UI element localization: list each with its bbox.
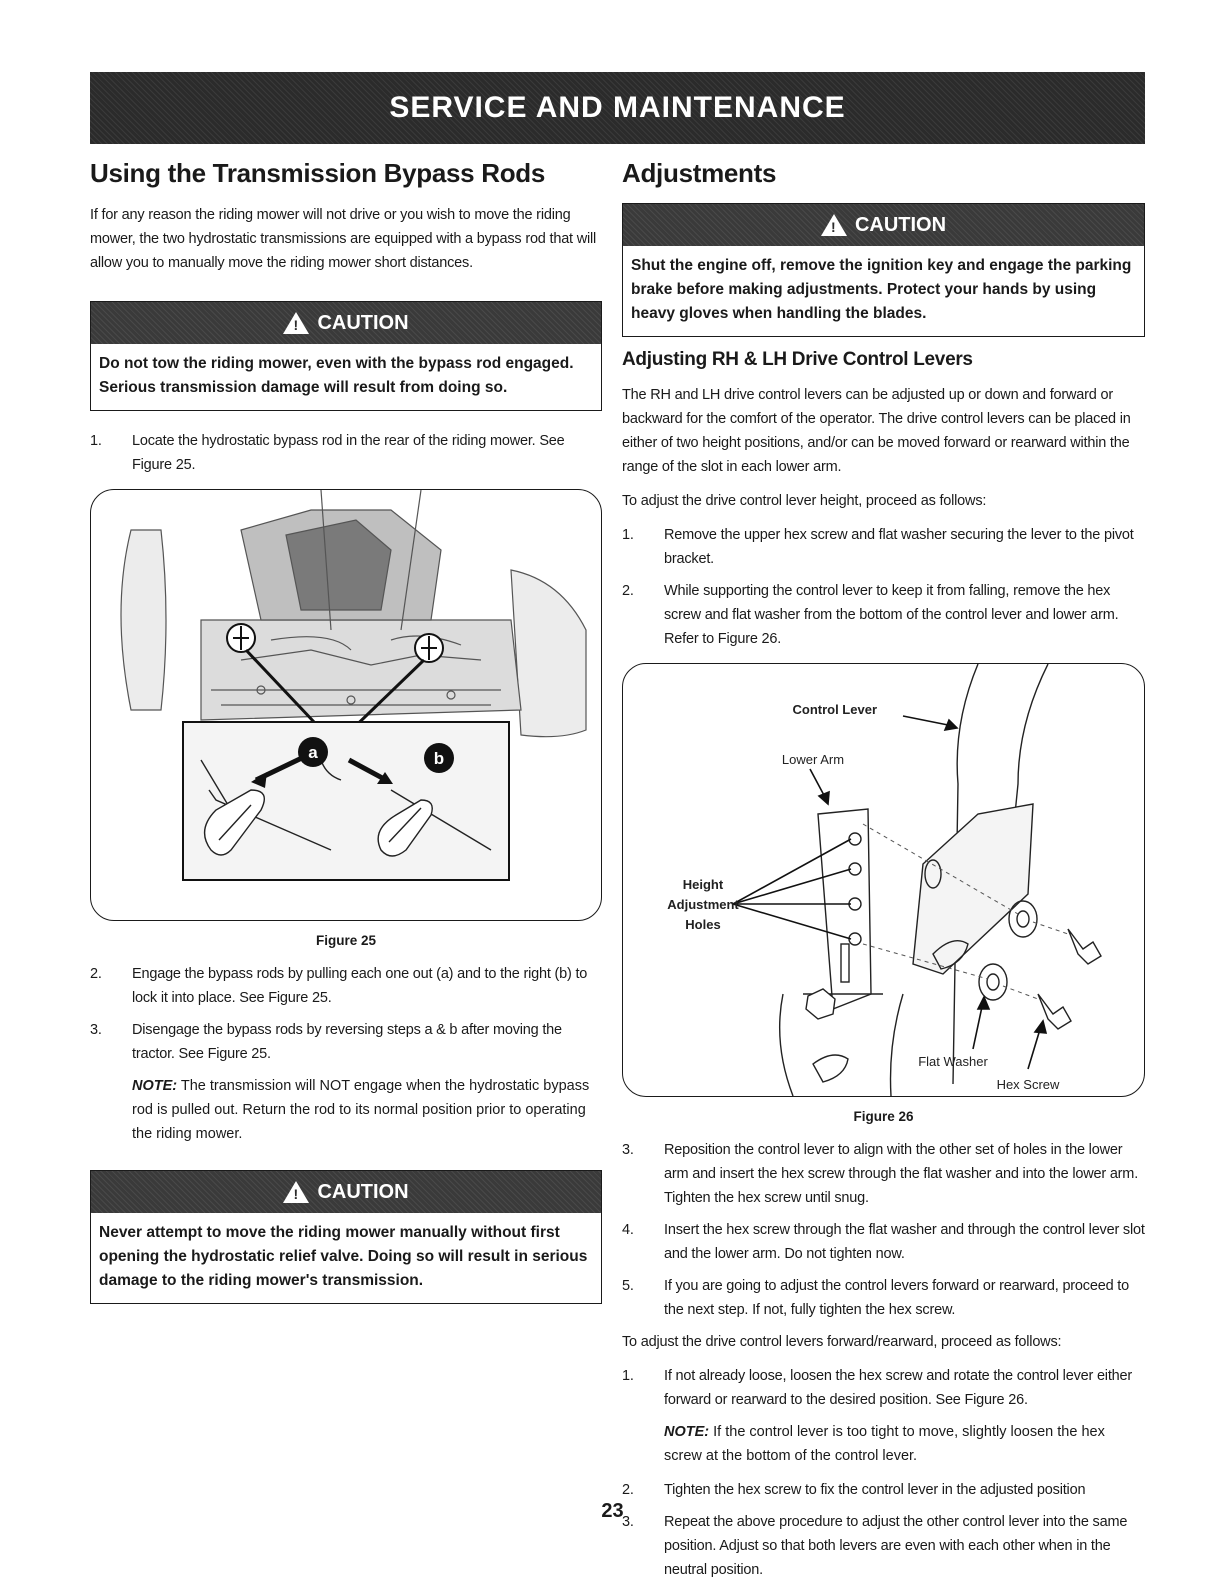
svg-text:Height: Height xyxy=(682,877,724,892)
page-number: 23 xyxy=(601,1500,624,1522)
figure-26-caption: Figure 26 xyxy=(853,1109,914,1124)
list-item: 5. If you are going to adjust the control levers forward or rearward, proceed to the next step. If not, fully tighten the hex screw. xyxy=(622,1278,1129,1318)
list-item: 2. Tighten the hex screw to fix the control lever in the adjusted position xyxy=(622,1482,1086,1498)
label-control-lever: Control Lever xyxy=(792,702,877,717)
svg-text:Holes: Holes xyxy=(685,917,721,932)
adjustments-heading: Adjustments xyxy=(622,158,777,188)
section-banner xyxy=(90,72,1145,144)
list-item: 2. While supporting the control lever to keep it from falling, remove the hex screw and flat washer from the bottom of the control lever and lower arm. Refer to Figure 26. xyxy=(622,583,1119,647)
caution-label: CAUTION xyxy=(854,213,947,236)
figure-26-illustration xyxy=(623,664,1144,1096)
bypass-rod-left-marker xyxy=(227,624,255,652)
caution-box-tow xyxy=(90,301,602,411)
list-item: 4. Insert the hex screw through the flat washer and through the control lever slot and the lower arm. Do not tighten now. xyxy=(622,1222,1145,1262)
list-item: 1. If not already loose, loosen the hex screw and rotate the control lever either forward or rearward to the desired position. See Figure 26. xyxy=(622,1368,1133,1408)
height-steps-b xyxy=(622,1138,1145,1322)
fr-note: NOTE: If the control lever is too tight to move, slightly loosen the hex screw at the bottom of the control lever. xyxy=(664,1424,1105,1464)
drive-levers-intro: The RH and LH drive control levers can be adjusted up or down and forward or backward for the comfort of the operator. The drive control levers can be placed in either of two height positions, and/or can be moved forward or rearward within the range of the slot in each lower arm. xyxy=(622,387,1131,475)
list-item: 2. Engage the bypass rods by pulling each one out (a) and to the right (b) to lock it into place. See Figure 25. xyxy=(90,966,588,1006)
figure-26 xyxy=(622,663,1145,1097)
warning-triangle-icon xyxy=(283,1181,309,1203)
caution-header xyxy=(91,1171,601,1213)
svg-text:Adjustment: Adjustment xyxy=(667,897,739,912)
callout-b: b xyxy=(433,749,445,768)
warning-triangle-icon xyxy=(283,312,309,334)
bypass-steps-a xyxy=(90,429,602,477)
height-steps-a xyxy=(622,523,1145,651)
figure-25 xyxy=(90,489,602,921)
height-intro: To adjust the drive control lever height, proceed as follows: xyxy=(622,493,987,509)
caution-text: Never attempt to move the riding mower manually without first opening the hydrostatic relief valve. Doing so will result in serious damage to the riding mower's transmission. xyxy=(99,1224,588,1289)
callout-a: a xyxy=(308,743,318,762)
label-lower-arm: Lower Arm xyxy=(781,752,845,767)
fr-steps-b xyxy=(622,1478,1145,1582)
figure-25-illustration xyxy=(91,490,602,920)
fr-steps-a xyxy=(622,1364,1145,1412)
caution-header xyxy=(623,204,1144,246)
label-flat-washer: Flat Washer xyxy=(918,1054,988,1069)
bypass-note: NOTE: The transmission will NOT engage when the hydrostatic bypass rod is pulled out. Return the rod to its normal position prior to operating the riding mower. xyxy=(132,1078,590,1142)
caution-header xyxy=(91,302,601,344)
label-hex-screw: Hex Screw xyxy=(996,1077,1060,1092)
list-item: 1. Remove the upper hex screw and flat washer securing the lever to the pivot bracket. xyxy=(622,527,1134,567)
banner-title: SERVICE AND MAINTENANCE xyxy=(389,91,846,124)
warning-triangle-icon xyxy=(821,214,847,236)
caution-box-adjustments xyxy=(622,203,1145,337)
figure-25-caption: Figure 25 xyxy=(315,933,377,948)
list-item: 3. Disengage the bypass rods by reversing steps a & b after moving the tractor. See Figure 25. xyxy=(90,1022,562,1062)
right-column xyxy=(622,158,1145,1585)
bypass-heading: Using the Transmission Bypass Rods xyxy=(90,158,546,188)
caution-box-relief-valve xyxy=(90,1170,602,1304)
left-column xyxy=(90,158,602,1322)
bypass-rod-right-marker xyxy=(415,634,443,662)
caution-text: Shut the engine off, remove the ignition key and engage the parking brake before making adjustments. Protect your hands by using heavy gloves when handling the blades. xyxy=(631,257,1132,322)
drive-levers-subheading: Adjusting RH & LH Drive Control Levers xyxy=(622,349,973,370)
bypass-steps-b xyxy=(90,962,602,1066)
caution-label: CAUTION xyxy=(317,1180,409,1203)
list-item: 1. Locate the hydrostatic bypass rod in the rear of the riding mower. See Figure 25. xyxy=(90,433,565,473)
caution-label: CAUTION xyxy=(317,311,409,334)
list-item: 3. Repeat the above procedure to adjust the other control lever into the same position. Adjust so that both levers are even with each other when in the neutral position. xyxy=(622,1514,1128,1578)
list-item: 3. Reposition the control lever to align with the other set of holes in the lower arm and insert the hex screw through the flat washer and into the lower arm. Tighten the hex screw until snug. xyxy=(622,1142,1139,1206)
label-height-adjustment-holes xyxy=(667,877,739,932)
caution-text: Do not tow the riding mower, even with the bypass rod engaged. Serious transmission damage will result from doing so. xyxy=(99,355,574,396)
bypass-intro: If for any reason the riding mower will not drive or you wish to move the riding mower, the two hydrostatic transmissions are equipped with a bypass rod that will allow you to manually move the riding mower short distances. xyxy=(90,207,597,271)
fr-intro: To adjust the drive control levers forward/rearward, proceed as follows: xyxy=(622,1334,1062,1350)
